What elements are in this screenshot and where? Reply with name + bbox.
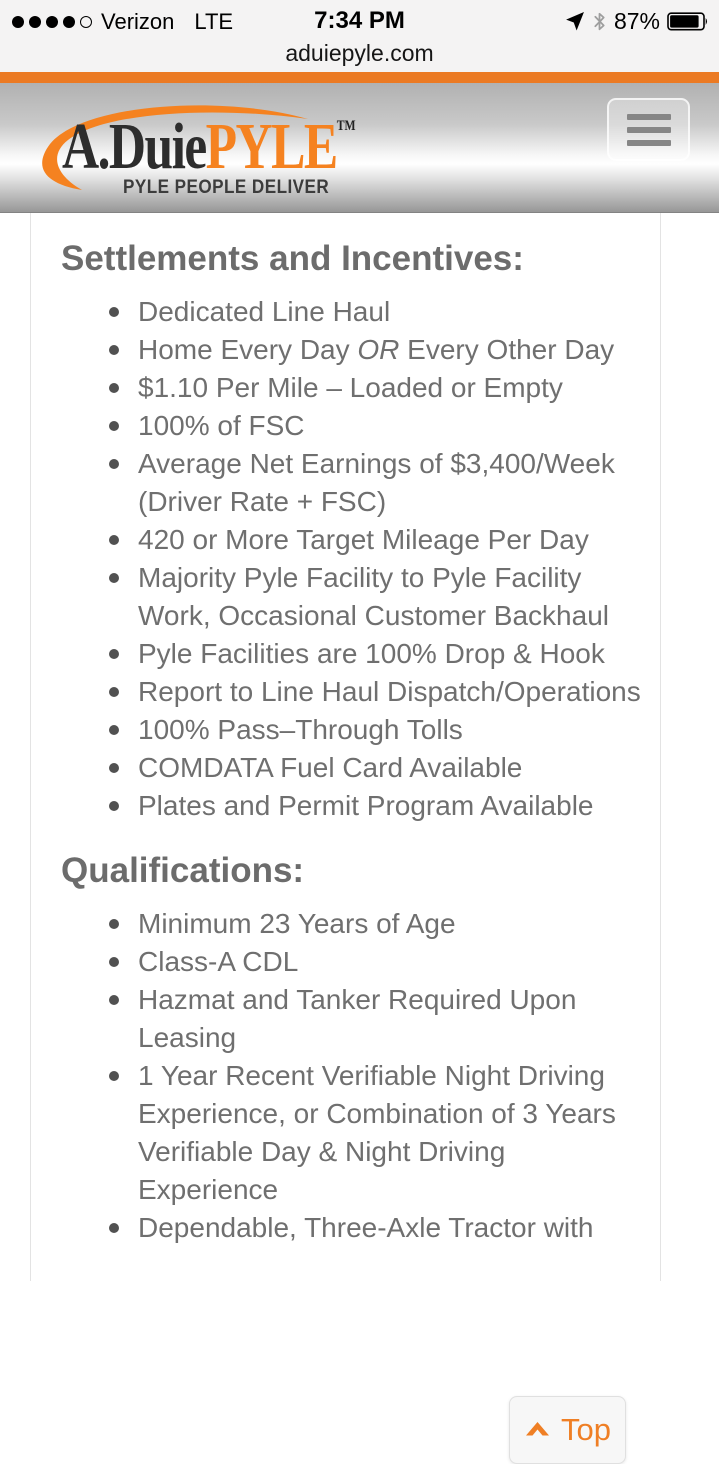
list-item-text: Dependable, Three-Axle Tractor with bbox=[138, 1212, 594, 1243]
bullet-icon bbox=[109, 957, 119, 967]
bullet-icon bbox=[109, 535, 119, 545]
accent-bar bbox=[0, 72, 719, 83]
bullet-icon bbox=[109, 421, 119, 431]
bullet-icon bbox=[109, 763, 119, 773]
back-to-top-label: Top bbox=[561, 1412, 611, 1447]
logo-tagline: PYLE PEOPLE DELIVER bbox=[123, 177, 330, 198]
bullet-icon bbox=[109, 725, 119, 735]
list-item-text: Class-A CDL bbox=[138, 946, 299, 977]
location-arrow-icon bbox=[564, 11, 585, 32]
bullet-icon bbox=[109, 649, 119, 659]
list-item-text: 1 Year Recent Verifiable Night Driving Experience, or Combination of 3 Years Verifiable Day & Night Driving Experience bbox=[138, 1060, 616, 1205]
hamburger-bar bbox=[627, 127, 671, 133]
url-bar[interactable] bbox=[0, 40, 719, 67]
list-item-text: Majority Pyle Facility to Pyle Facility Work, Occasional Customer Backhaul bbox=[138, 562, 609, 631]
list-item-text: Average Net Earnings of $3,400/Week (Driver Rate + FSC) bbox=[138, 448, 615, 517]
bullet-icon bbox=[109, 801, 119, 811]
qualifications-list bbox=[61, 905, 642, 1247]
list-item bbox=[138, 521, 643, 559]
list-item-text: Minimum 23 Years of Age bbox=[138, 908, 456, 939]
list-item bbox=[138, 445, 643, 521]
bullet-icon bbox=[109, 383, 119, 393]
logo-accent: PYLE bbox=[205, 110, 337, 183]
list-item bbox=[138, 1209, 643, 1247]
list-item-text: Plates and Permit Program Available bbox=[138, 790, 594, 821]
content-column bbox=[30, 213, 661, 1281]
list-item-text: Report to Line Haul Dispatch/Operations bbox=[138, 676, 641, 707]
list-item bbox=[138, 673, 643, 711]
chevron-up-icon bbox=[524, 1420, 551, 1440]
battery-percent-label: 87% bbox=[613, 8, 660, 34]
settlements-heading: Settlements and Incentives: bbox=[61, 239, 524, 278]
list-item bbox=[138, 711, 643, 749]
list-item-text: 420 or More Target Mileage Per Day bbox=[138, 524, 589, 555]
settlements-list bbox=[61, 293, 642, 825]
browser-chrome bbox=[0, 0, 719, 72]
bluetooth-icon bbox=[592, 11, 607, 32]
list-item-text: Pyle Facilities are 100% Drop & Hook bbox=[138, 638, 605, 669]
status-bar bbox=[0, 0, 719, 38]
trademark-symbol: TM bbox=[336, 118, 356, 134]
bullet-icon bbox=[109, 919, 119, 929]
list-item bbox=[138, 749, 643, 787]
list-item bbox=[138, 635, 643, 673]
bullet-icon bbox=[109, 687, 119, 697]
qualifications-heading: Qualifications: bbox=[61, 851, 305, 890]
list-item-text: 100% Pass–Through Tolls bbox=[138, 714, 463, 745]
hamburger-menu-button[interactable] bbox=[607, 98, 690, 161]
list-item bbox=[138, 407, 643, 445]
list-item-text: Hazmat and Tanker Required Upon Leasing bbox=[138, 984, 577, 1053]
logo-name: A.Duie bbox=[62, 110, 206, 183]
page-body bbox=[0, 213, 719, 1447]
bullet-icon bbox=[109, 459, 119, 469]
bullet-icon bbox=[109, 307, 119, 317]
hamburger-bar bbox=[627, 140, 671, 146]
bullet-icon bbox=[109, 1223, 119, 1233]
carrier-label: Verizon bbox=[101, 9, 175, 34]
bullet-icon bbox=[109, 995, 119, 1005]
bullet-icon bbox=[109, 345, 119, 355]
list-item bbox=[138, 905, 643, 943]
list-item bbox=[138, 981, 643, 1057]
logo-wordmark bbox=[62, 110, 356, 183]
hamburger-bar bbox=[627, 114, 671, 120]
company-logo[interactable] bbox=[20, 92, 390, 204]
list-item bbox=[138, 369, 643, 407]
list-item bbox=[138, 293, 643, 331]
list-item bbox=[138, 331, 643, 369]
list-item bbox=[138, 943, 643, 981]
clock-label: 7:34 PM bbox=[314, 7, 405, 34]
back-to-top-button[interactable] bbox=[509, 1396, 626, 1464]
battery-icon bbox=[667, 12, 709, 31]
list-item bbox=[138, 1057, 643, 1209]
list-item bbox=[138, 787, 643, 825]
list-item-text: 100% of FSC bbox=[138, 410, 305, 441]
list-item bbox=[138, 559, 643, 635]
list-item-text: Dedicated Line Haul bbox=[138, 296, 391, 327]
site-header bbox=[0, 83, 719, 213]
list-item-text: Home Every Day OR Every Other Day bbox=[138, 334, 615, 365]
bullet-icon bbox=[109, 1071, 119, 1081]
bullet-icon bbox=[109, 573, 119, 583]
network-label: LTE bbox=[194, 9, 234, 34]
url-text: aduiepyle.com bbox=[285, 40, 434, 66]
list-item-text: $1.10 Per Mile – Loaded or Empty bbox=[138, 372, 563, 403]
list-item-text: COMDATA Fuel Card Available bbox=[138, 752, 523, 783]
